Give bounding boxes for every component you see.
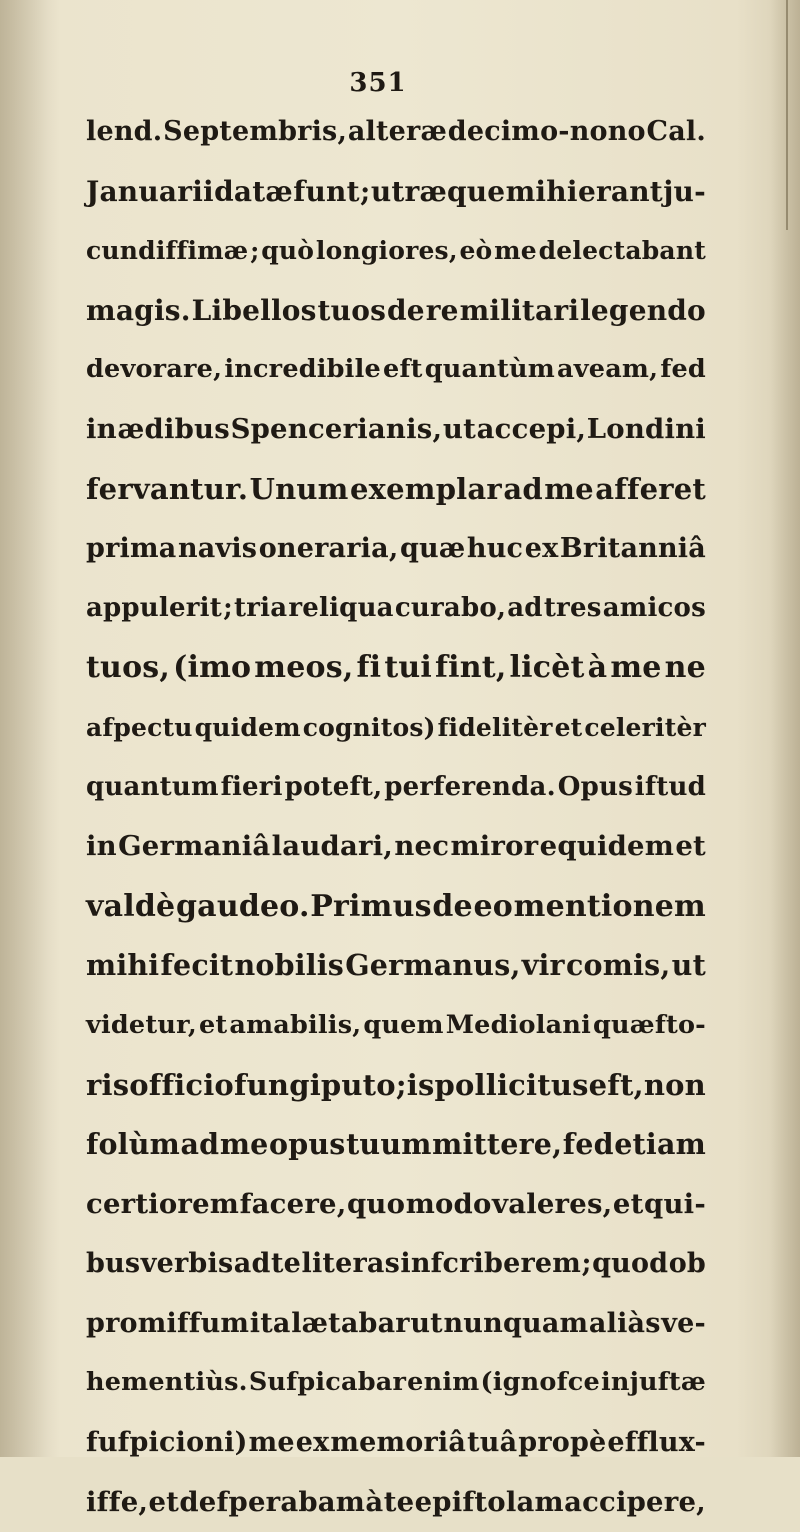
gutter-shadow: [0, 0, 60, 1457]
page-edge: [770, 0, 800, 1457]
text-line: lend. Septembris, alteræ decimo-nono Cal.: [86, 116, 706, 147]
text-line: quantum fieri poteft, perferenda. Opus iftud: [86, 771, 706, 802]
text-line: ris officio fungi puto ; is pollicitus eft, non: [86, 1067, 706, 1102]
text-line: cundiffimæ ; quò longiores, eò me delectabant: [86, 236, 706, 266]
text-line: Januarii datæ funt ; utræque mihi erant ju-: [86, 174, 706, 208]
body-text: [86, 102, 706, 1532]
text-line: tuos, (imo meos, fi tui fint, licèt à me ne: [86, 650, 706, 686]
text-line: in Germaniâ laudari, nec miror equidem et: [86, 830, 706, 863]
text-line: afpectu quidem cognitos) fidelitèr et celeritèr: [86, 712, 706, 742]
text-line: videtur, et amabilis, quem Mediolani quæfto-: [86, 1009, 706, 1040]
text-line: hementiùs. Sufpicabar enim (ignofce injuftæ: [86, 1367, 706, 1398]
text-line: certiorem facere, quo modo valeres, et qui-: [86, 1187, 706, 1220]
text-line: in ædibus Spencerianis, ut accepi, Londini: [86, 412, 706, 445]
text-line: magis. Libellos tuos de re militari legendo: [86, 293, 706, 327]
text-line: fufpicioni) me ex memoriâ tuâ propè efflux-: [86, 1427, 706, 1459]
page-number: 351: [349, 68, 407, 98]
text-line: folùm ad me opus tuum mittere, fed etiam: [86, 1127, 706, 1162]
text-line: devorare, incredibile eft quantùm aveam, fed: [86, 354, 706, 385]
text-line: iffe, et defperabam à te epiftolam accipere,: [86, 1485, 706, 1518]
text-line: promiffum ita lætabar ut nunquam aliàs ve-: [86, 1307, 706, 1339]
page-edge-line: [786, 0, 788, 230]
text-line: appulerit ; tria reliqua curabo, ad tres amicos: [86, 592, 706, 623]
text-line: valdè gaudeo. Primus de eo mentionem: [86, 888, 706, 924]
text-line: fervantur. Unum exemplar ad me afferet: [86, 471, 706, 506]
text-line: bus verbis ad te literas infcriberem ; quod ob: [86, 1248, 706, 1280]
text-line: mihi fecit nobilis Germanus, vir comis, ut: [86, 948, 706, 983]
text-line: prima navis oneraria, quæ huc ex Britanniâ: [86, 533, 706, 565]
